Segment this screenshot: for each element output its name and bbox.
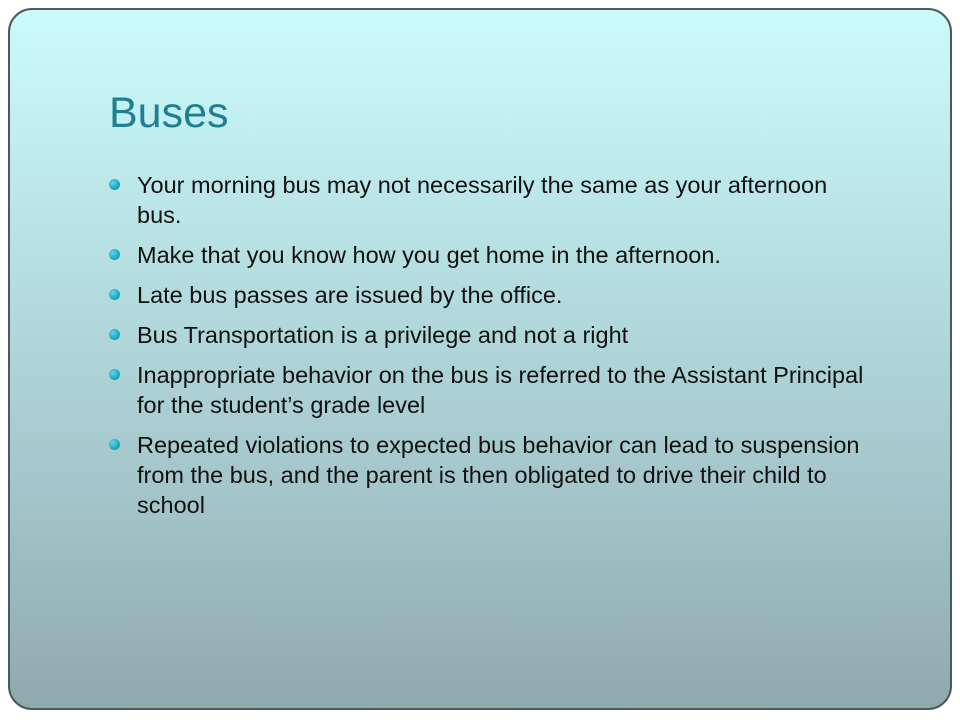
- bullet-text: Make that you know how you get home in the afternoon.: [137, 242, 721, 268]
- bullet-dot-icon: [109, 369, 120, 380]
- bullet-item: [109, 320, 869, 350]
- slide-title: Buses: [109, 89, 229, 137]
- bullet-item: [109, 360, 869, 420]
- slide: [8, 8, 952, 710]
- bullet-text: Late bus passes are issued by the office.: [137, 282, 563, 308]
- bullet-dot-icon: [109, 329, 120, 340]
- bullet-text: Repeated violations to expected bus behavior can lead to suspension from the bus, and the parent is then obligated to drive their child to school: [137, 432, 860, 518]
- bullet-item: [109, 170, 869, 230]
- bullet-item: [109, 240, 869, 270]
- bullet-dot-icon: [109, 289, 120, 300]
- bullet-dot-icon: [109, 439, 120, 450]
- bullet-text: Your morning bus may not necessarily the same as your afternoon bus.: [137, 172, 828, 228]
- bullet-list: [109, 170, 869, 530]
- bullet-text: Bus Transportation is a privilege and not a right: [137, 322, 629, 348]
- bullet-text: Inappropriate behavior on the bus is referred to the Assistant Principal for the student’s grade level: [137, 362, 864, 418]
- bullet-item: [109, 280, 869, 310]
- bullet-item: [109, 430, 869, 520]
- bullet-dot-icon: [109, 249, 120, 260]
- bullet-dot-icon: [109, 179, 120, 190]
